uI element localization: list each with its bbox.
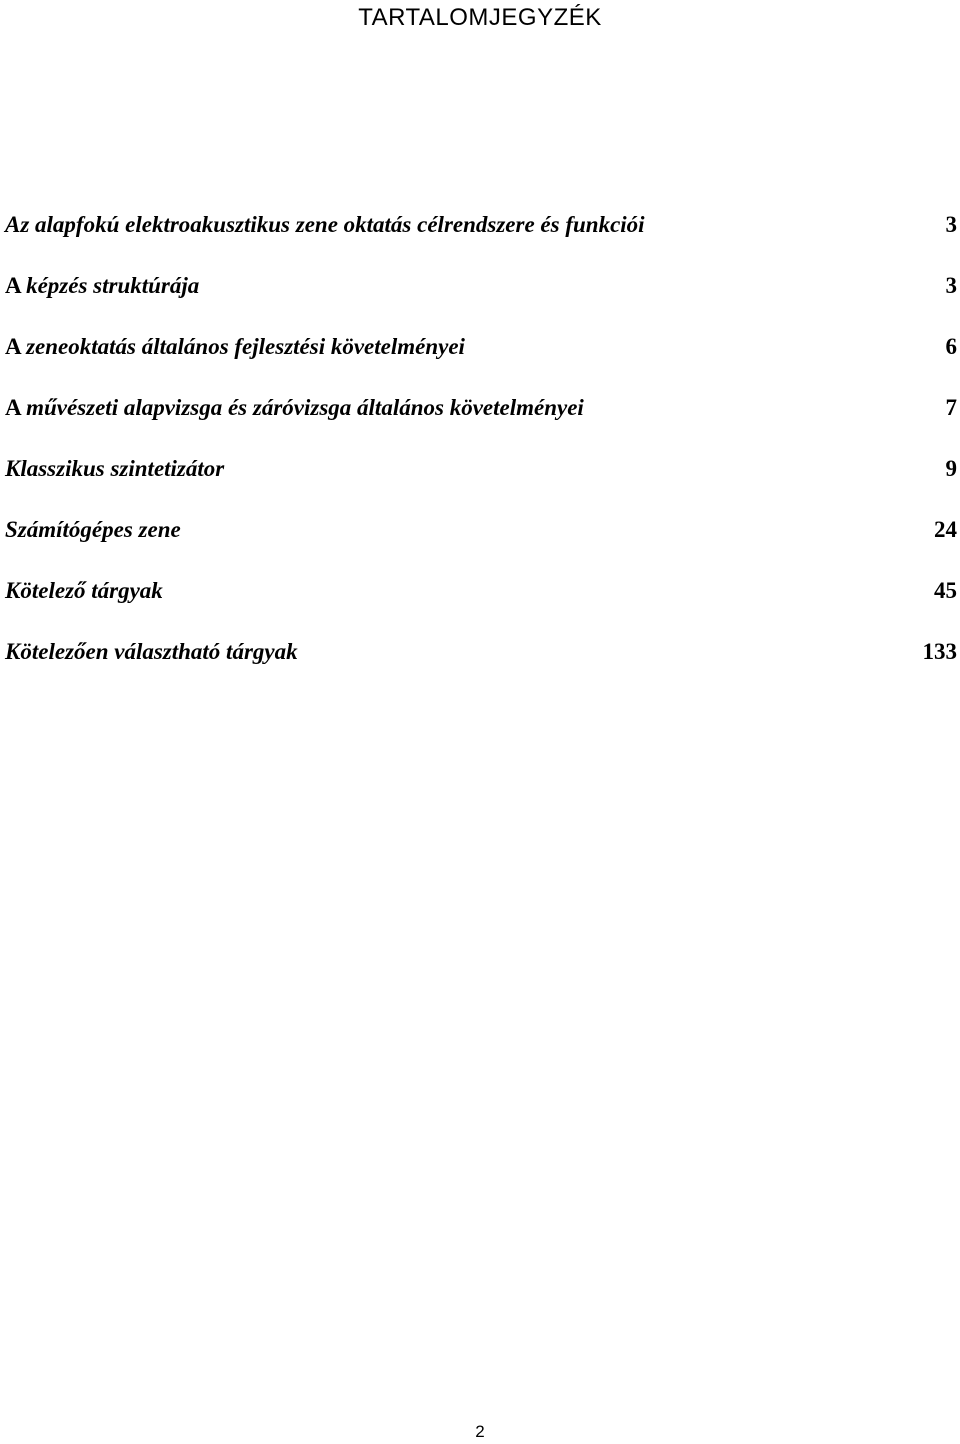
toc-entry-text: Az alapfokú elektroakusztikus zene oktatás célrendszere és funkciói bbox=[5, 212, 645, 237]
toc-entry-title bbox=[5, 578, 163, 604]
toc-entry[interactable] bbox=[5, 212, 957, 273]
toc-entry-page: 9 bbox=[945, 456, 957, 481]
toc-entry-text: művészeti alapvizsga és záróvizsga általános követelményei bbox=[26, 395, 584, 420]
page-title: TARTALOMJEGYZÉK bbox=[358, 4, 602, 31]
toc-entry-text: Kötelező tárgyak bbox=[5, 578, 163, 603]
toc-entry-title bbox=[5, 212, 645, 238]
toc-entry[interactable] bbox=[5, 334, 957, 395]
toc-entry-page: 3 bbox=[945, 212, 957, 237]
toc-entry[interactable] bbox=[5, 578, 957, 639]
toc-entry-text: képzés struktúrája bbox=[26, 273, 200, 298]
toc-entry[interactable] bbox=[5, 639, 957, 700]
table-of-contents bbox=[5, 212, 957, 700]
toc-entry[interactable] bbox=[5, 517, 957, 578]
toc-entry-title bbox=[5, 395, 584, 421]
toc-entry-page: 3 bbox=[945, 273, 957, 298]
toc-entry-text: Kötelezően választható tárgyak bbox=[5, 639, 298, 664]
toc-entry-page: 45 bbox=[934, 578, 957, 603]
toc-entry-title bbox=[5, 334, 465, 360]
toc-entry-text: Számítógépes zene bbox=[5, 517, 181, 542]
toc-entry-page: 133 bbox=[922, 639, 957, 664]
toc-entry[interactable] bbox=[5, 395, 957, 456]
toc-entry-prefix: A bbox=[5, 395, 27, 420]
toc-entry-page: 6 bbox=[945, 334, 957, 359]
toc-entry-title bbox=[5, 273, 199, 299]
page-number: 2 bbox=[475, 1422, 485, 1441]
toc-entry-prefix: A bbox=[5, 334, 27, 359]
toc-entry-page: 7 bbox=[945, 395, 957, 420]
toc-entry-title bbox=[5, 517, 181, 543]
toc-entry-text: zeneoktatás általános fejlesztési követelményei bbox=[26, 334, 465, 359]
toc-entry[interactable] bbox=[5, 273, 957, 334]
toc-entry-page: 24 bbox=[934, 517, 957, 542]
toc-entry[interactable] bbox=[5, 456, 957, 517]
toc-entry-text: Klasszikus szintetizátor bbox=[5, 456, 225, 481]
toc-entry-title bbox=[5, 456, 224, 482]
toc-entry-prefix: A bbox=[5, 273, 27, 298]
toc-entry-title bbox=[5, 639, 298, 665]
